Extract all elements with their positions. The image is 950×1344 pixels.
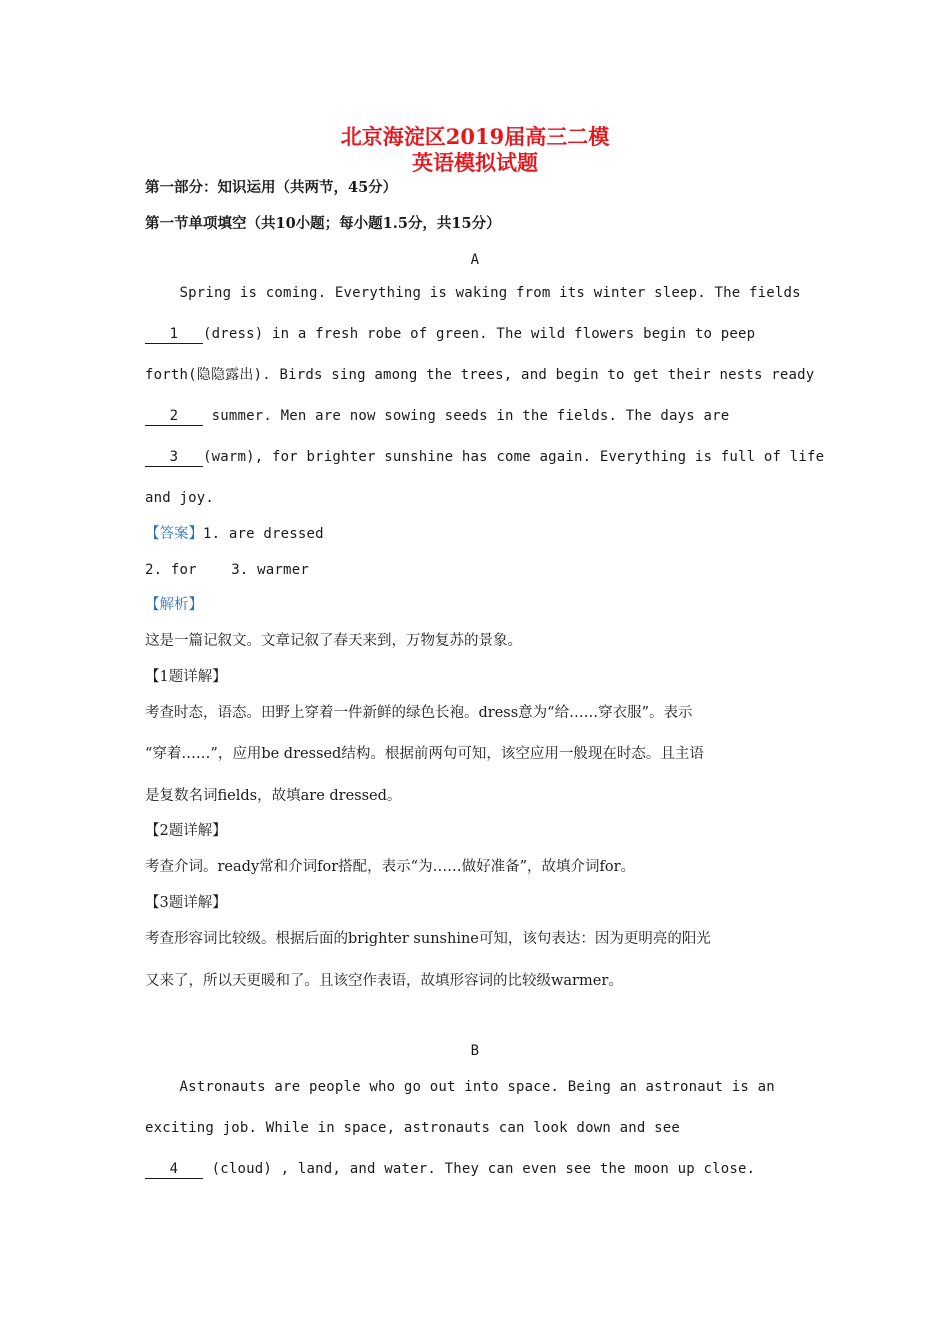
document-title: 北京海淀区2019届高三二模 — [340, 124, 610, 149]
blank-4: 4 — [145, 1161, 203, 1179]
passage-b-line-2: exciting job. While in space, astronauts can look down and see — [145, 1120, 680, 1136]
blank-3: 3 — [145, 449, 203, 467]
passage-a-line-5 — [145, 447, 824, 467]
passage-b-line-3 — [145, 1159, 755, 1179]
q3-detail-line-2: 又来了，所以天更暖和了。且该空作表语，故填形容词的比较级warmer。 — [145, 973, 623, 989]
answer-row — [145, 524, 324, 544]
passage-a-line-5-text: (warm), for brighter sunshine has come again. Everything is full of life — [203, 449, 825, 465]
blank-1: 1 — [145, 326, 203, 344]
analysis-tag: 【解析】 — [145, 597, 203, 613]
q1-detail-line-2: “穿着……”，应用be dressed结构。根据前两句可知，该空应用一般现在时态。且主语 — [145, 746, 704, 762]
blank-2: 2 — [145, 408, 203, 426]
passage-a-line-2 — [145, 324, 755, 344]
part-heading: 第一部分：知识运用（共两节，45分） — [145, 179, 398, 196]
analysis-summary: 这是一篇记叙文。文章记叙了春天来到，万物复苏的景象。 — [145, 633, 522, 649]
answer-tag: 【答案】 — [145, 526, 203, 542]
q1-heading: 【1题详解】 — [145, 669, 227, 685]
passage-a-line-2-text: (dress) in a fresh robe of green. The wild flowers begin to peep — [203, 326, 756, 342]
answer-line-2: 2. for 3. warmer — [145, 562, 309, 578]
passage-b-line-3-text: (cloud) , land, and water. They can even see the moon up close. — [203, 1161, 756, 1177]
passage-b-line-1: Astronauts are people who go out into space. Being an astronaut is an — [145, 1079, 775, 1095]
passage-a-line-1: Spring is coming. Everything is waking from its winter sleep. The fields — [145, 285, 801, 301]
q1-detail-line-1: 考查时态，语态。田野上穿着一件新鲜的绿色长袍。dress意为“给……穿衣服”。表示 — [145, 705, 693, 721]
q3-detail-line-1: 考查形容词比较级。根据后面的brighter sunshine可知，该句表达：因为更明亮的阳光 — [145, 931, 711, 947]
passage-a-line-3: forth(隐隐露出). Birds sing among the trees, and begin to get their nests ready — [145, 367, 815, 383]
passage-a-line-4 — [145, 406, 729, 426]
q2-heading: 【2题详解】 — [145, 823, 227, 839]
passage-a-line-6: and joy. — [145, 490, 215, 506]
section-heading: 第一节单项填空（共10小题；每小题1.5分，共15分） — [145, 215, 501, 232]
passage-b-label: B — [470, 1043, 480, 1059]
answer-line-1: 1. are dressed — [203, 526, 324, 542]
q1-detail-line-3: 是复数名词fields，故填are dressed。 — [145, 788, 402, 804]
document-subtitle: 英语模拟试题 — [412, 150, 538, 175]
q2-detail-line-1: 考查介词。ready常和介词for搭配，表示“为……做好准备”，故填介词for。 — [145, 859, 636, 875]
passage-a-label: A — [470, 252, 480, 268]
passage-a-line-4-text: summer. Men are now sowing seeds in the fields. The days are — [203, 408, 730, 424]
q3-heading: 【3题详解】 — [145, 895, 227, 911]
